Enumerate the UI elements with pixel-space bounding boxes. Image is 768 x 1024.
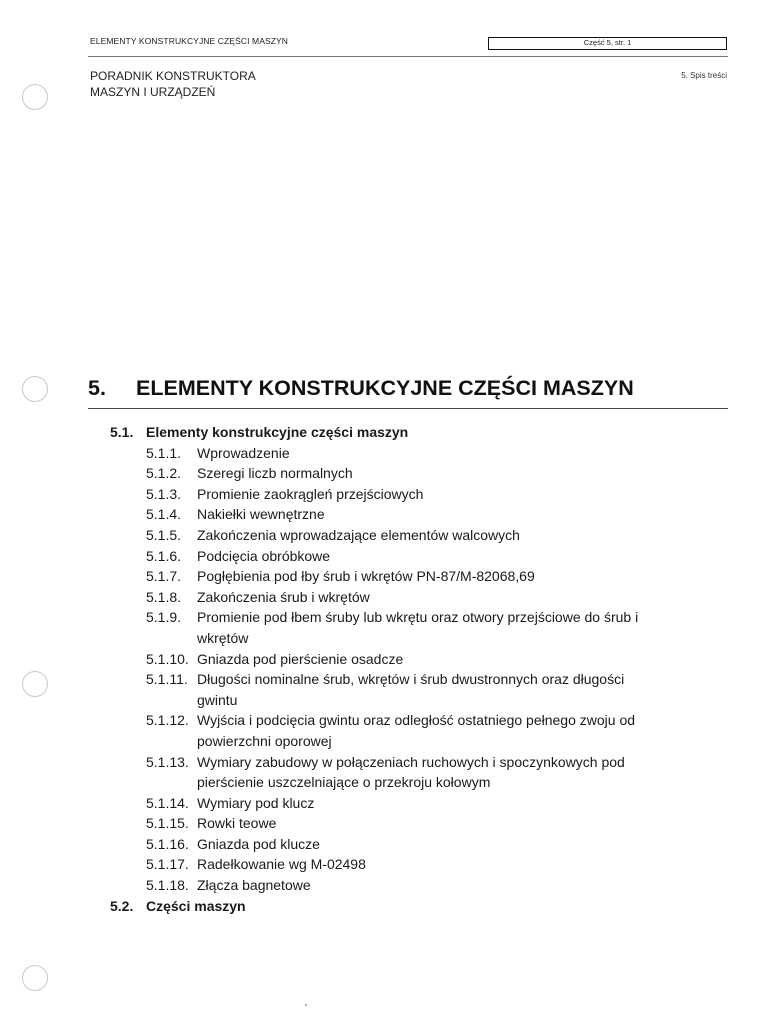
toc-section (110, 422, 670, 443)
part-page-box: Część 5, str. 1 (488, 37, 727, 50)
chapter-title: ELEMENTY KONSTRUKCYJNE CZĘŚCI MASZYN (136, 376, 634, 400)
toc-item-title: Promienie pod łbem śruby lub wkrętu oraz otwory przejściowe do śrub i wkrętów (197, 609, 639, 646)
toc-item-number: 5.1.6. (146, 547, 182, 564)
toc-item-title: Pogłębienia pod łby śrub i wkrętów PN-87/M-82068,69 (197, 568, 535, 585)
toc-item (110, 854, 670, 875)
toc-item-number: 5.1.5. (146, 526, 182, 543)
toc-item-number: 5.1.4. (146, 506, 182, 523)
chapter-heading (88, 376, 728, 401)
toc-item-title: Wyjścia i podcięcia gwintu oraz odległość ostatniego pełnego zwoju od powierzchni oporowej (197, 712, 636, 749)
toc-item-number: 5.1.9. (146, 609, 182, 626)
toc-item-title: Promienie zaokrągleń przejściowych (197, 485, 424, 502)
header-divider (88, 56, 728, 57)
toc-item-title: Nakiełki wewnętrzne (197, 506, 325, 523)
table-of-contents (110, 422, 670, 916)
toc-item-title: Wymiary zabudowy w połączeniach ruchowych i spoczynkowych pod pierścienie uszczelniające o przekroju kołowym (197, 753, 625, 791)
toc-item-number: 5.1.10. (146, 650, 189, 667)
toc-section-title: Części maszyn (146, 897, 246, 914)
toc-item (110, 504, 670, 525)
toc-item-number: 5.1.2. (146, 465, 182, 482)
toc-item-title: Gniazda pod klucze (197, 835, 320, 852)
toc-item-title: Podcięcia obróbkowe (197, 547, 331, 564)
handbook-title (90, 68, 256, 100)
toc-section-title: Elementy konstrukcyjne części maszyn (146, 424, 409, 440)
toc-item-title: Szeregi liczb normalnych (197, 465, 353, 482)
scan-speck (305, 1004, 307, 1006)
toc-item (110, 607, 670, 648)
toc-item-title: Gniazda pod pierścienie osadcze (197, 650, 404, 667)
toc-item-title: Wprowadzenie (197, 444, 290, 461)
toc-item (110, 484, 670, 505)
handbook-title-line: PORADNIK KONSTRUKTORA (90, 69, 256, 83)
toc-section-number: 5.2. (110, 897, 134, 914)
toc-item (110, 875, 670, 896)
toc-item (110, 669, 670, 710)
punch-hole (22, 376, 48, 402)
toc-item-title: Zakończenia śrub i wkrętów (197, 588, 370, 605)
toc-item (110, 587, 670, 608)
toc-item-number: 5.1.3. (146, 485, 182, 502)
toc-item (110, 443, 670, 464)
toc-section (110, 896, 670, 917)
toc-item-number: 5.1.18. (146, 877, 189, 894)
toc-item (110, 834, 670, 855)
toc-item-number: 5.1.16. (146, 835, 189, 852)
toc-item (110, 710, 670, 751)
chapter-divider (88, 408, 728, 409)
toc-item (110, 525, 670, 546)
toc-item-title: Długości nominalne śrub, wkrętów i śrub dwustronnych oraz długości gwintu (197, 671, 625, 708)
toc-item (110, 752, 670, 793)
section-reference: 5. Spis treści (681, 71, 727, 80)
toc-item-number: 5.1.11. (146, 671, 188, 688)
punch-hole (22, 671, 48, 697)
toc-item-title: Radełkowanie wg M-02498 (197, 856, 366, 873)
toc-item-number: 5.1.1. (146, 444, 182, 461)
toc-item-number: 5.1.14. (146, 794, 189, 811)
toc-item (110, 566, 670, 587)
toc-item-number: 5.1.12. (146, 712, 189, 729)
toc-item-number: 5.1.17. (146, 856, 189, 873)
handbook-title-line: MASZYN I URZĄDZEŃ (90, 85, 216, 99)
toc-section-number: 5.1. (110, 424, 134, 440)
punch-hole (22, 965, 48, 991)
toc-item-title: Wymiary pod klucz (197, 794, 315, 811)
toc-item (110, 793, 670, 814)
toc-item-number: 5.1.15. (146, 815, 189, 832)
toc-item-title: Rowki teowe (197, 815, 277, 832)
toc-item-number: 5.1.7. (146, 568, 182, 585)
toc-item (110, 649, 670, 670)
punch-hole (22, 84, 48, 110)
toc-item-number: 5.1.8. (146, 588, 182, 605)
chapter-number: 5. (88, 376, 106, 400)
running-title: ELEMENTY KONSTRUKCYJNE CZĘŚCI MASZYN (90, 36, 289, 46)
toc-item (110, 813, 670, 834)
toc-item-title: Złącza bagnetowe (197, 877, 311, 894)
toc-item-number: 5.1.13. (146, 753, 189, 770)
toc-item-title: Zakończenia wprowadzające elementów walcowych (197, 526, 520, 543)
toc-item (110, 463, 670, 484)
toc-item (110, 546, 670, 567)
